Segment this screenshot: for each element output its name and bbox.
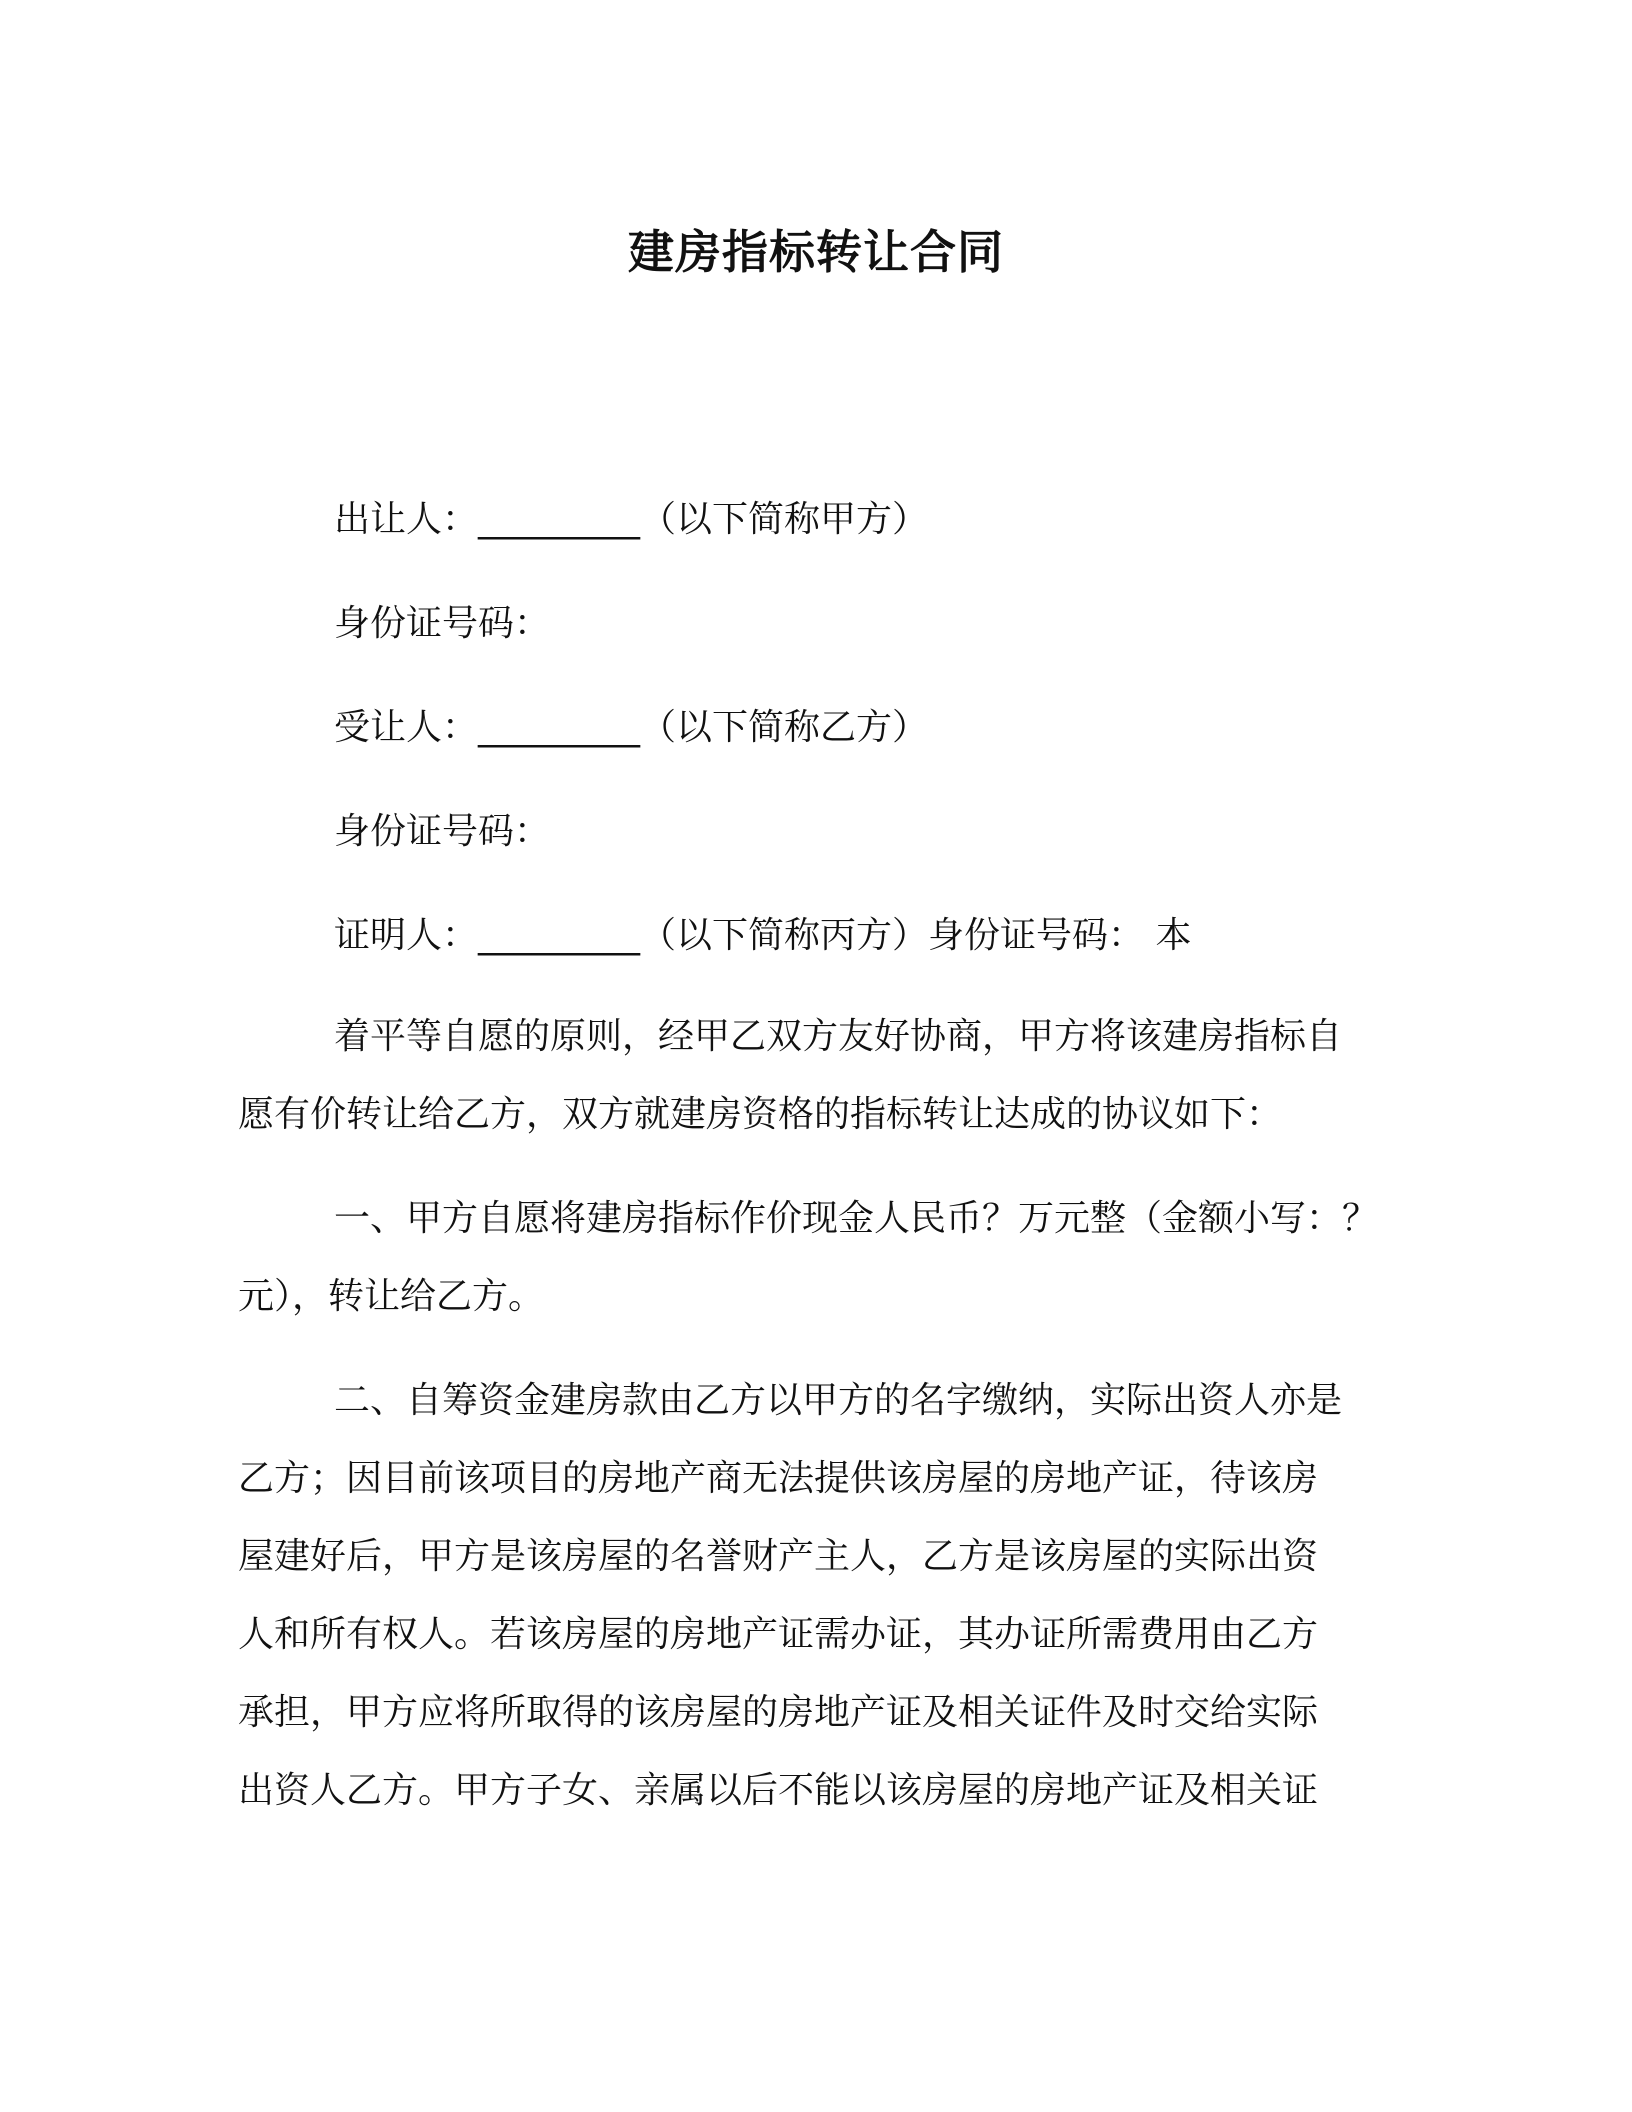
paragraph-line: 乙方；因目前该项目的房地产商无法提供该房屋的房地产证，待该房 [238, 1458, 1319, 1499]
document-title: 建房指标转让合同 [628, 225, 1004, 279]
paragraph-line: 出资人乙方。甲方子女、亲属以后不能以该房屋的房地产证及相关证 [238, 1770, 1319, 1811]
paragraph-line: 承担，甲方应将所取得的该房屋的房地产证及相关证件及时交给实际 [238, 1692, 1319, 1733]
paragraph-line: 一、甲方自愿将建房指标作价现金人民币？万元整（金额小写：？ [334, 1198, 1379, 1239]
transferor-line: 出让人：_________（以下简称甲方） [334, 499, 929, 540]
paragraph-line: 着平等自愿的原则，经甲乙双方友好协商，甲方将该建房指标自 [334, 1016, 1343, 1057]
transferor-id-line: 身份证号码： [334, 603, 551, 644]
paragraph-line: 愿有价转让给乙方，双方就建房资格的指标转让达成的协议如下： [238, 1094, 1283, 1135]
preamble-paragraph [238, 998, 1408, 1154]
paragraph-line: 元），转让给乙方。 [238, 1276, 545, 1317]
witness-line: 证明人：_________（以下简称丙方）身份证号码： 本 [334, 915, 1192, 956]
paragraph-line: 人和所有权人。若该房屋的房地产证需办证，其办证所需费用由乙方 [238, 1614, 1319, 1655]
transferee-id-line: 身份证号码： [334, 811, 551, 852]
clause-2-paragraph [238, 1362, 1408, 1830]
paragraph-line: 屋建好后，甲方是该房屋的名誉财产主人，乙方是该房屋的实际出资 [238, 1536, 1319, 1577]
transferee-line: 受让人：_________（以下简称乙方） [334, 707, 929, 748]
clause-1-paragraph [238, 1180, 1408, 1336]
paragraph-line: 二、自筹资金建房款由乙方以甲方的名字缴纳，实际出资人亦是 [334, 1380, 1343, 1421]
